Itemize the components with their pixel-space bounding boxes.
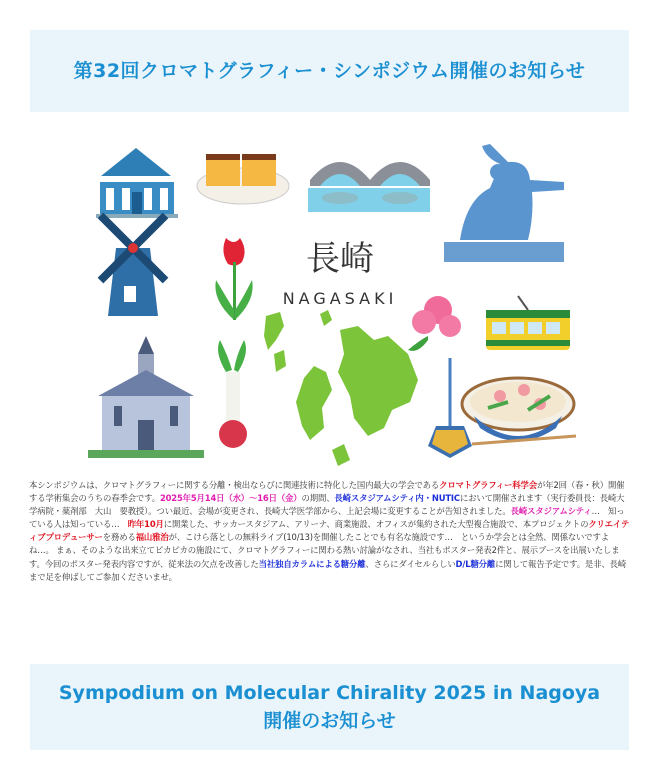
tram-icon <box>486 296 570 350</box>
flower-icon <box>408 296 461 351</box>
body-run: 長崎スタジアムシティ内・NUTIC <box>334 493 460 504</box>
symposium-description <box>29 479 631 584</box>
body-run: に関して報告予定です。是非、長崎まで足を伸ばしてご参加くださいませ。 <box>29 558 627 582</box>
radish-icon <box>218 340 247 448</box>
chirality-title-line1: Sympodium on Molecular Chirality 2025 in Nagoya <box>58 682 601 704</box>
church-icon <box>88 336 204 458</box>
nagasaki-kanji: 長崎 <box>306 239 374 279</box>
body-run: 、さらにダイセルらしい <box>365 558 456 569</box>
tulip-icon <box>215 238 252 320</box>
nagasaki-map-icon <box>264 310 418 466</box>
body-run: 福山雅治 <box>135 532 169 543</box>
windmill-icon <box>98 213 169 316</box>
body-run: を務める <box>102 532 136 543</box>
peace-statue-icon <box>444 144 564 262</box>
chirality-title-banner <box>30 664 629 750</box>
body-run: 2025年5月14日（水）〜16日（金） <box>159 493 302 504</box>
body-run: … 知っている人は知っている… <box>29 506 625 530</box>
body-run: が、こけら落としの無料ライブ(10/13)を開催したことでも有名な施設です… というか学会とは全然、関係ないですよね…。 まぁ、そのような出来立てピカピカの施設にて、クロマトグラフィーに関わる熱い討論がなされ、当社もポスター発表2件と、展示ブースを出展いたします。今回のポスター発表内容ですが、従来法の欠点を改善した <box>29 532 620 569</box>
body-run: 長崎スタジアムシティ <box>510 506 592 517</box>
nagasaki-romaji: NAGASAKI <box>282 289 398 308</box>
symposium-title: 第32回クロマトグラフィー・シンポジウム開催のお知らせ <box>73 60 586 82</box>
castella-cake-icon <box>197 154 289 204</box>
body-run: 昨年10月 <box>127 519 164 530</box>
nagasaki-illustration <box>88 140 578 470</box>
body-run: 当社独自カラムによる糖分離 <box>258 558 366 569</box>
body-run: が年2回（春・秋）開催する学術集会のうちの春季会です。 <box>29 480 625 504</box>
body-run: 本シンポジウムは、クロマトグラフィーに関する分離・検出ならびに関連技術に特化した国内最大の学会である <box>29 480 440 490</box>
body-run: において開催されます（実行委員長：長崎大学病院・薬剤部 大山 要教授）。つい最近、会場が変更され、長崎大学医学部から、上記会場に変更することが告知されました。 <box>29 493 625 517</box>
body-run: クリエイティブプロデューサー <box>29 519 630 543</box>
body-run: D/L糖分離 <box>455 558 496 569</box>
spectacles-bridge-icon <box>308 162 430 212</box>
chirality-title-line2: 開催のお知らせ <box>263 710 396 732</box>
symposium-title-banner <box>30 30 629 112</box>
champon-bowl-icon <box>462 378 576 444</box>
body-run: の期間、 <box>301 493 335 504</box>
body-run: に開業した、サッカースタジアム、アリーナ、商業施設、オフィスが集約された大型複合施設で、本プロジェクトの <box>163 519 589 530</box>
dutch-house-icon <box>94 148 180 218</box>
body-run: クロマトグラフィー科学会 <box>439 480 537 490</box>
